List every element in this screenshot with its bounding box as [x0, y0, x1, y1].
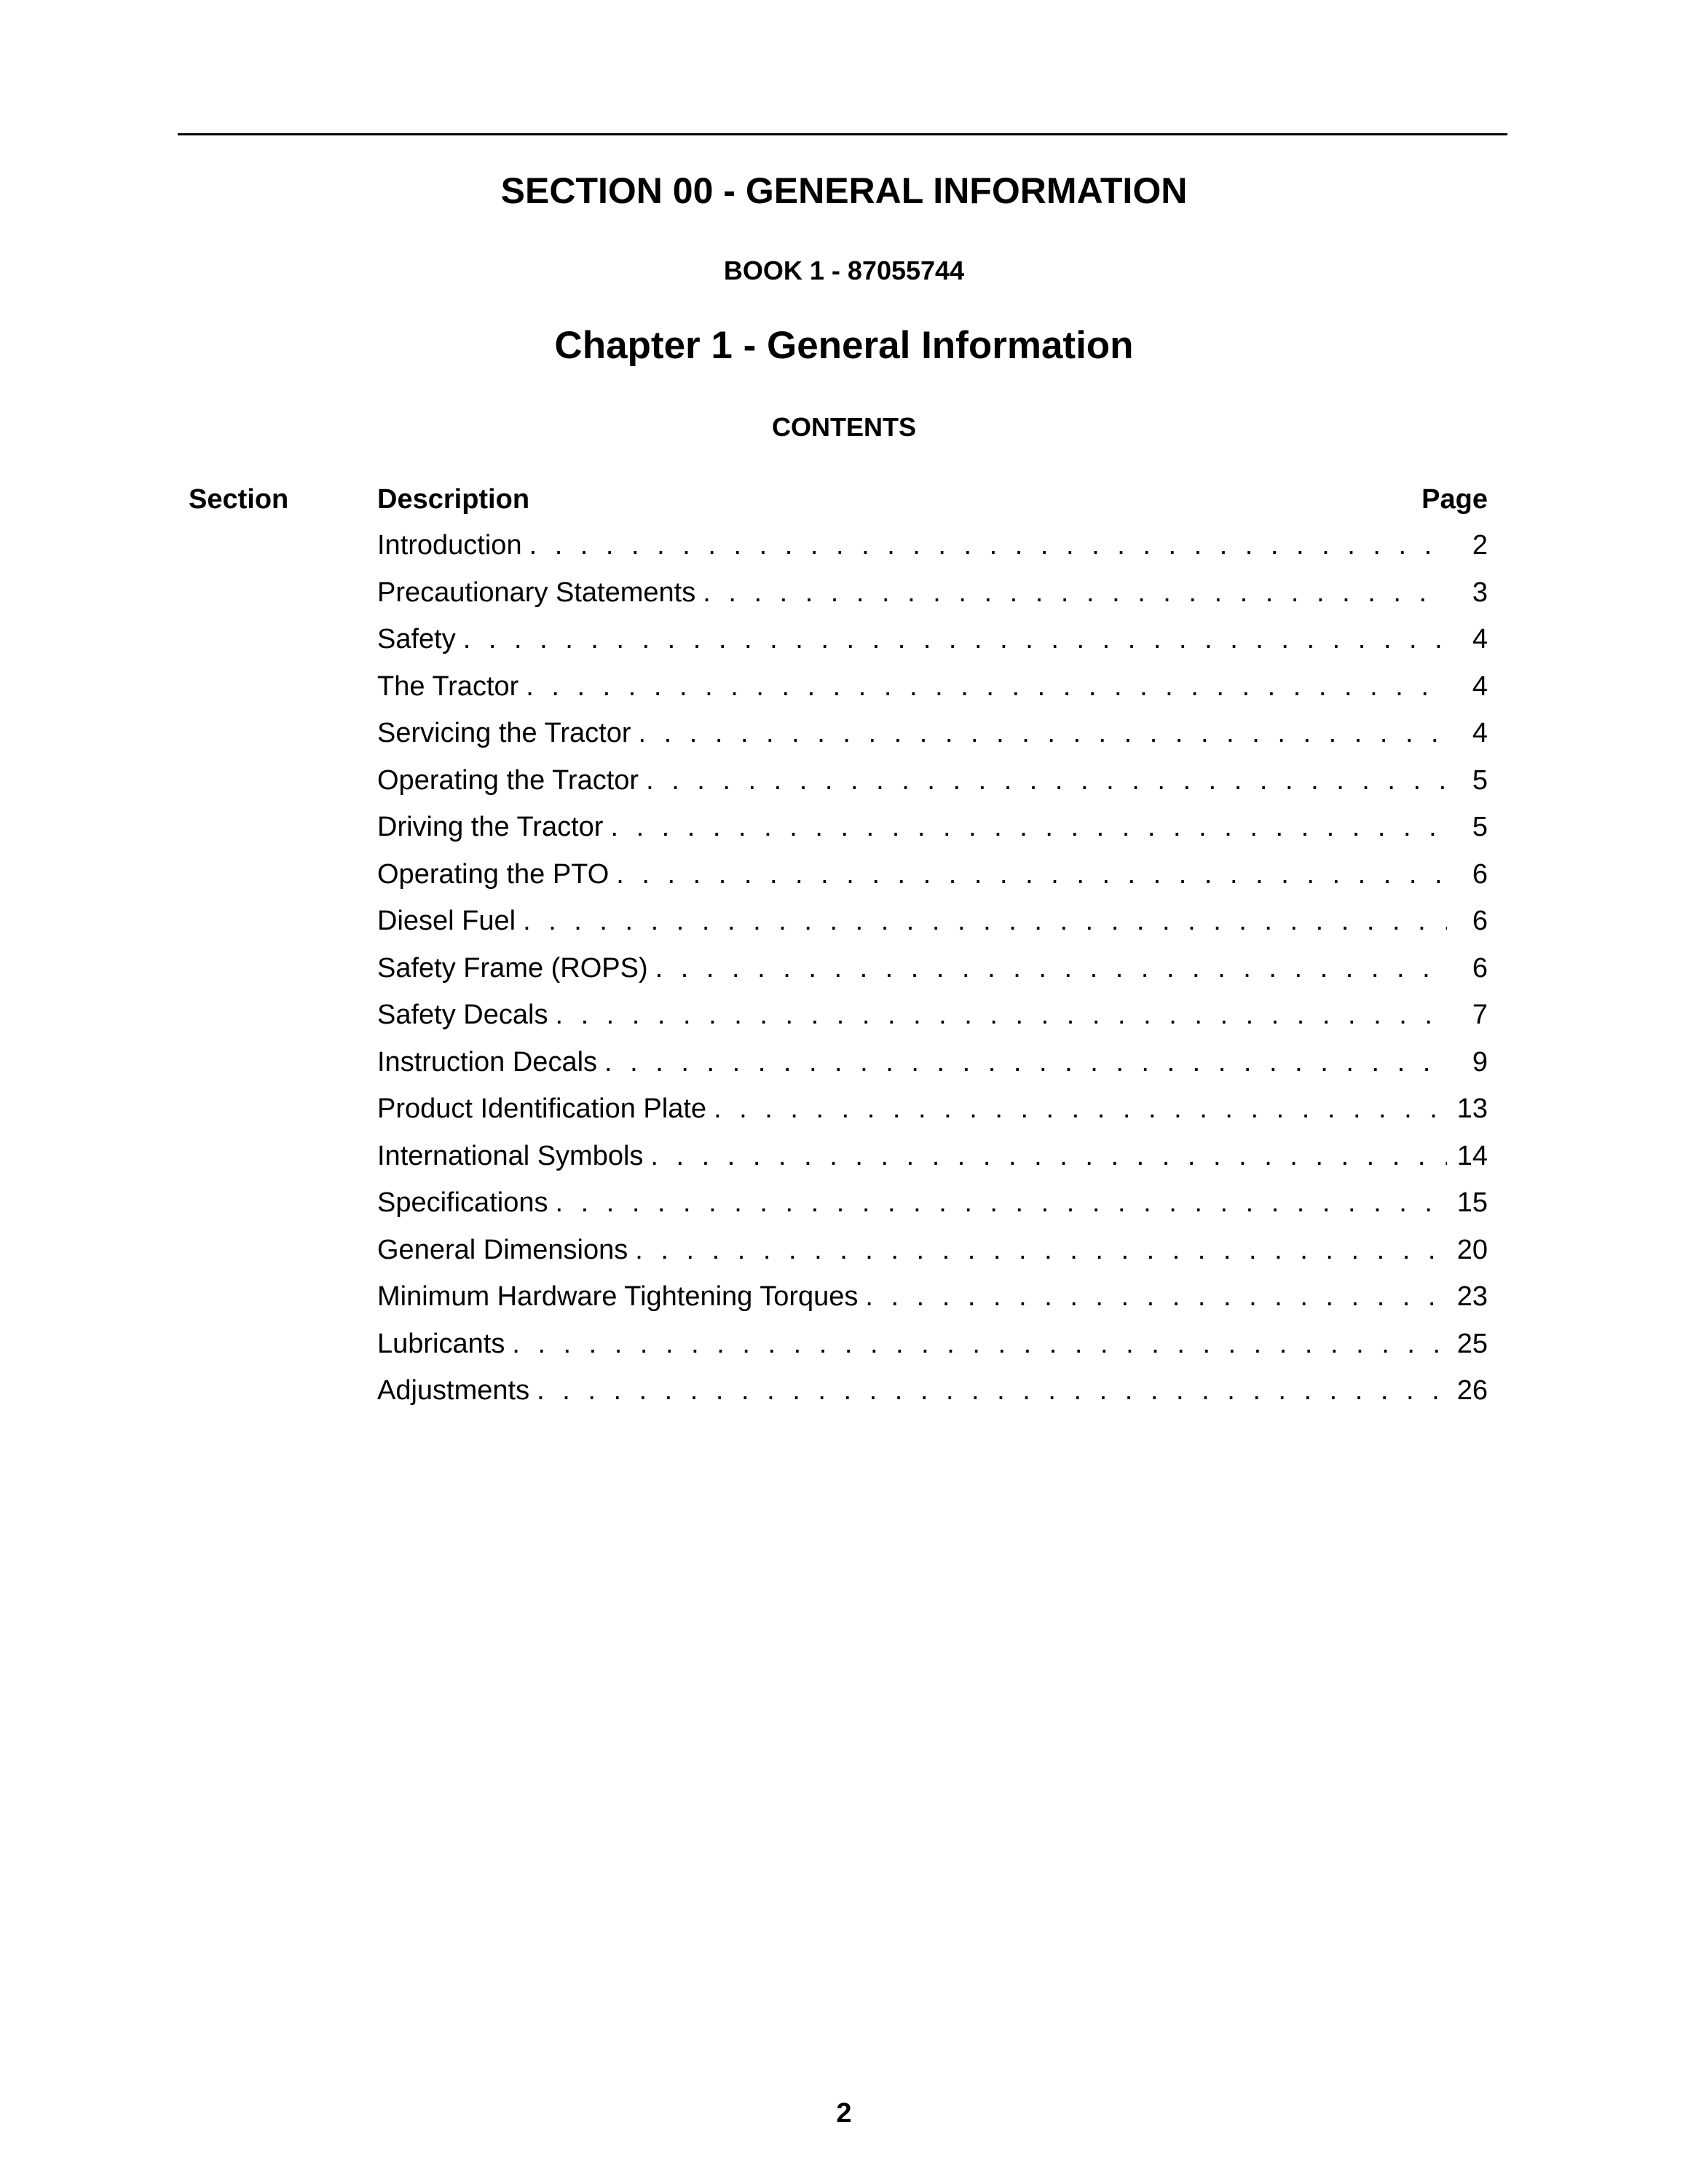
- toc-entry-page: 2: [1472, 530, 1488, 561]
- toc-entry[interactable]: [377, 1186, 1488, 1233]
- toc-entry-label: The Tractor: [377, 670, 519, 702]
- toc-entry[interactable]: [377, 1045, 1488, 1093]
- dot-leader: [604, 1045, 1447, 1079]
- toc-entry-label: Operating the Tractor: [377, 764, 639, 796]
- toc-entry[interactable]: [377, 1092, 1488, 1139]
- toc-entry[interactable]: [377, 1374, 1488, 1421]
- toc-entry-page: 3: [1472, 577, 1488, 608]
- toc-entry[interactable]: [377, 951, 1488, 999]
- contents-heading: CONTENTS: [772, 412, 916, 442]
- toc-column-headers: [0, 483, 1688, 516]
- toc-entry[interactable]: [377, 904, 1488, 951]
- page-column-header: Page: [1421, 484, 1488, 515]
- toc-entry[interactable]: [377, 764, 1488, 811]
- toc-entry-page: 4: [1472, 624, 1488, 654]
- toc-entry-page: 5: [1472, 812, 1488, 842]
- toc-entry-page: 4: [1472, 718, 1488, 748]
- page-number: 2: [836, 2098, 852, 2129]
- toc-entry-label: Minimum Hardware Tightening Torques: [377, 1281, 859, 1312]
- table-of-contents: [377, 529, 1488, 1421]
- toc-entry-label: Diesel Fuel: [377, 906, 516, 936]
- toc-entry-label: General Dimensions: [377, 1234, 628, 1265]
- toc-entry-label: Specifications: [377, 1187, 548, 1218]
- toc-entry[interactable]: [377, 998, 1488, 1045]
- dot-leader: [635, 1233, 1447, 1267]
- dot-leader: [526, 670, 1447, 703]
- dot-leader: [616, 858, 1447, 891]
- section-title: SECTION 00 - GENERAL INFORMATION: [500, 170, 1188, 211]
- dot-leader: [512, 1327, 1447, 1361]
- toc-entry-label: Instruction Decals: [377, 1046, 598, 1077]
- dot-leader: [555, 998, 1447, 1032]
- toc-entry[interactable]: [377, 576, 1488, 623]
- dot-leader: [610, 810, 1447, 844]
- toc-entry-label: Safety: [377, 624, 456, 654]
- book-number: BOOK 1 - 87055744: [723, 256, 965, 285]
- dot-leader: [529, 529, 1447, 562]
- toc-entry[interactable]: [377, 529, 1488, 576]
- dot-leader: [655, 951, 1447, 985]
- toc-entry[interactable]: [377, 858, 1488, 905]
- toc-entry-label: Product Identification Plate: [377, 1093, 707, 1124]
- toc-entry[interactable]: [377, 622, 1488, 670]
- toc-entry-page: 9: [1472, 1046, 1488, 1077]
- toc-entry-label: Servicing the Tractor: [377, 718, 631, 748]
- toc-entry-label: Lubricants: [377, 1328, 505, 1359]
- toc-entry-label: Operating the PTO: [377, 858, 610, 890]
- toc-entry-label: Introduction: [377, 530, 522, 561]
- section-column-header: Section: [189, 484, 289, 515]
- toc-entry-label: Driving the Tractor: [377, 812, 604, 842]
- toc-entry-label: International Symbols: [377, 1140, 644, 1171]
- toc-entry-page: 25: [1456, 1328, 1488, 1359]
- toc-entry-page: 5: [1472, 764, 1488, 796]
- toc-entry-label: Adjustments: [377, 1375, 530, 1406]
- toc-entry-page: 4: [1472, 670, 1488, 702]
- toc-entry[interactable]: [377, 716, 1488, 764]
- toc-entry-page: 14: [1456, 1140, 1488, 1171]
- toc-entry-page: 6: [1472, 858, 1488, 890]
- dot-leader: [703, 576, 1447, 609]
- dot-leader: [650, 1139, 1447, 1173]
- dot-leader: [714, 1092, 1447, 1125]
- toc-entry-page: 26: [1456, 1375, 1488, 1406]
- toc-entry[interactable]: [377, 670, 1488, 717]
- top-rule: [178, 133, 1507, 135]
- dot-leader: [555, 1186, 1447, 1219]
- toc-entry-page: 13: [1456, 1093, 1488, 1124]
- description-column-header: Description: [377, 484, 530, 515]
- dot-leader: [638, 716, 1447, 750]
- toc-entry-page: 7: [1472, 1000, 1488, 1030]
- toc-entry-label: Safety Frame (ROPS): [377, 952, 648, 984]
- toc-entry[interactable]: [377, 1327, 1488, 1374]
- toc-entry[interactable]: [377, 1139, 1488, 1187]
- dot-leader: [523, 904, 1447, 938]
- toc-entry-label: Precautionary Statements: [377, 577, 696, 608]
- chapter-title: Chapter 1 - General Information: [554, 324, 1134, 367]
- toc-entry-page: 20: [1456, 1234, 1488, 1265]
- dot-leader: [463, 622, 1447, 656]
- toc-entry[interactable]: [377, 1233, 1488, 1281]
- toc-entry[interactable]: [377, 810, 1488, 858]
- toc-entry-page: 6: [1472, 906, 1488, 936]
- toc-entry-label: Safety Decals: [377, 1000, 548, 1030]
- dot-leader: [646, 764, 1447, 797]
- dot-leader: [537, 1374, 1447, 1407]
- toc-entry-page: 23: [1456, 1281, 1488, 1312]
- toc-entry-page: 6: [1472, 952, 1488, 984]
- toc-entry[interactable]: [377, 1280, 1488, 1327]
- toc-entry-page: 15: [1456, 1187, 1488, 1218]
- dot-leader: [865, 1280, 1447, 1313]
